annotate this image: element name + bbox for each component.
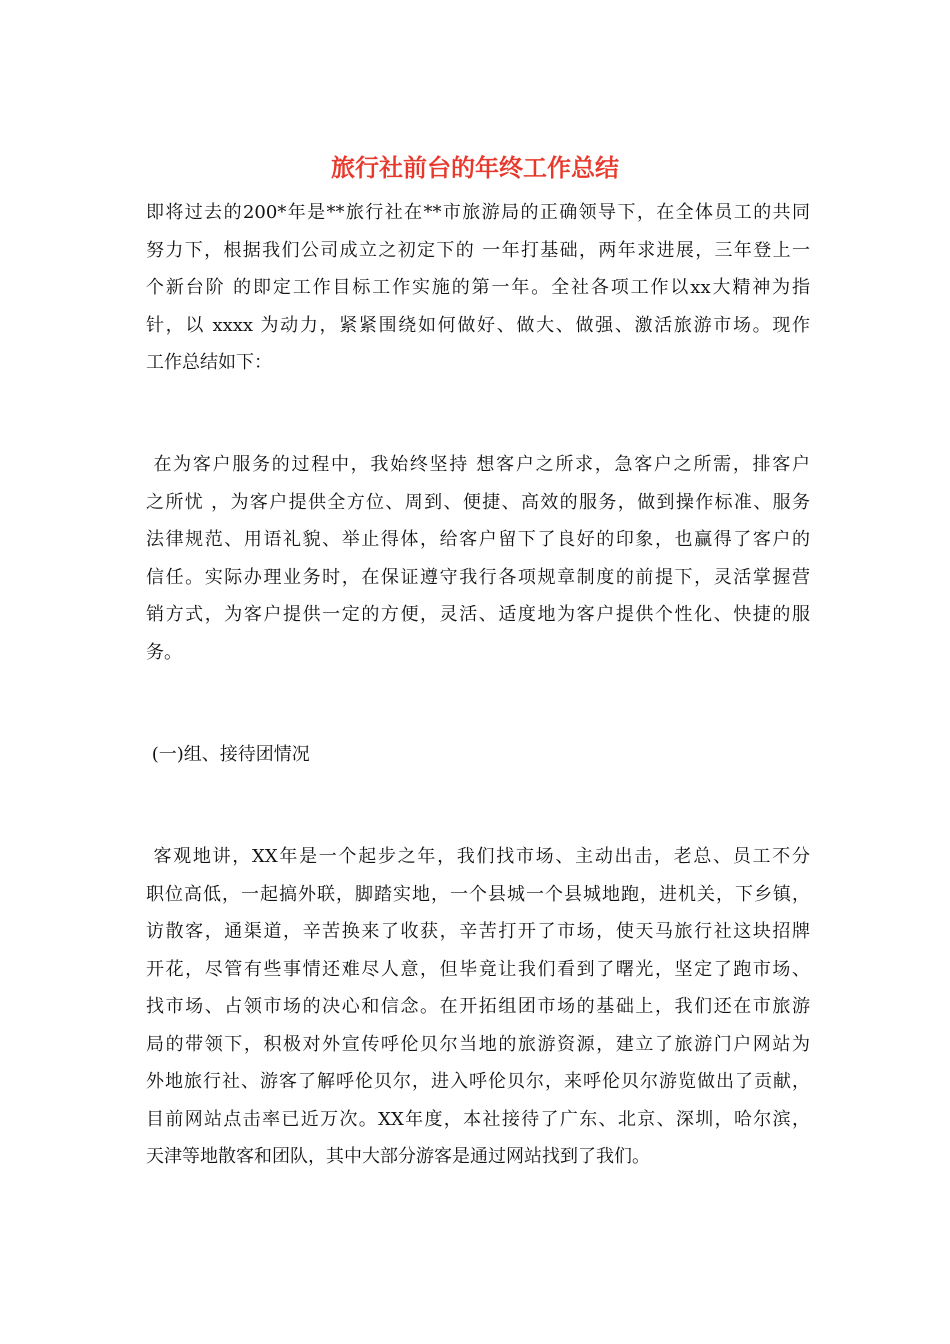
paragraph-line: 法律规范、用语礼貌、举止得体，给客户留下了良好的印象，也赢得了客户的 <box>146 529 810 550</box>
paragraph-line: 局的带领下，积极对外宣传呼伦贝尔当地的旅游资源，建立了旅游门户网站为 <box>146 1033 810 1055</box>
paragraph-line: 在为客户服务的过程中，我始终坚持 想客户之所求，急客户之所需，排客户 <box>146 454 810 475</box>
paragraph-line: 即将过去的200*年是**旅行社在**市旅游局的正确领导下，在全体员工的共同 <box>146 202 810 223</box>
section-heading-text: (一)组、接待团情况 <box>146 744 310 765</box>
paragraph-line: 销方式，为客户提供一定的方便，灵活、适度地为客户提供个性化、快捷的服 <box>146 604 810 625</box>
paragraph-line: 客观地讲，XX年是一个起步之年，我们找市场、主动出击，老总、员工不分 <box>146 846 810 867</box>
paragraph-line: 针，以 xxxx 为动力，紧紧围绕如何做好、做大、做强、激活旅游市场。现作 <box>146 314 810 336</box>
paragraph-line: 外地旅行社、游客了解呼伦贝尔，进入呼伦贝尔，来呼伦贝尔游览做出了贡献， <box>146 1071 810 1092</box>
paragraph-reception <box>146 838 810 1176</box>
paragraph-line: 目前网站点击率已近万次。XX年度，本社接待了广东、北京、深圳，哈尔滨， <box>146 1108 810 1130</box>
paragraph-line: 开花，尽管有些事情还难尽人意，但毕竟让我们看到了曙光，坚定了跑市场、 <box>146 958 810 980</box>
paragraph-line: 职位高低，一起搞外联，脚踏实地，一个县城一个县城地跑，进机关，下乡镇， <box>146 883 810 905</box>
paragraph-service <box>146 446 810 671</box>
document-title: 旅行社前台的年终工作总结 <box>331 153 619 182</box>
paragraph-line: 天津等地散客和团队，其中大部分游客是通过网站找到了我们。 <box>146 1146 650 1167</box>
paragraph-line: 找市场、占领市场的决心和信念。在开拓组团市场的基础上，我们还在市旅游 <box>146 996 810 1017</box>
section-heading <box>146 736 810 774</box>
paragraph-line: 访散客，通渠道，辛苦换来了收获，辛苦打开了市场，使天马旅行社这块招牌 <box>146 921 810 942</box>
paragraph-intro <box>146 194 810 382</box>
paragraph-line: 信任。实际办理业务时，在保证遵守我行各项规章制度的前提下，灵活掌握营 <box>146 566 810 588</box>
paragraph-line: 个新台阶 的即定工作目标工作实施的第一年。全社各项工作以xx大精神为指 <box>146 277 810 298</box>
paragraph-line: 之所忧 ，为客户提供全方位、周到、便捷、高效的服务，做到操作标准、服务 <box>146 491 810 513</box>
paragraph-line: 努力下，根据我们公司成立之初定下的 一年打基础，两年求进展，三年登上一 <box>146 239 810 261</box>
paragraph-line: 务。 <box>146 641 182 663</box>
paragraph-line: 工作总结如下： <box>146 352 272 373</box>
